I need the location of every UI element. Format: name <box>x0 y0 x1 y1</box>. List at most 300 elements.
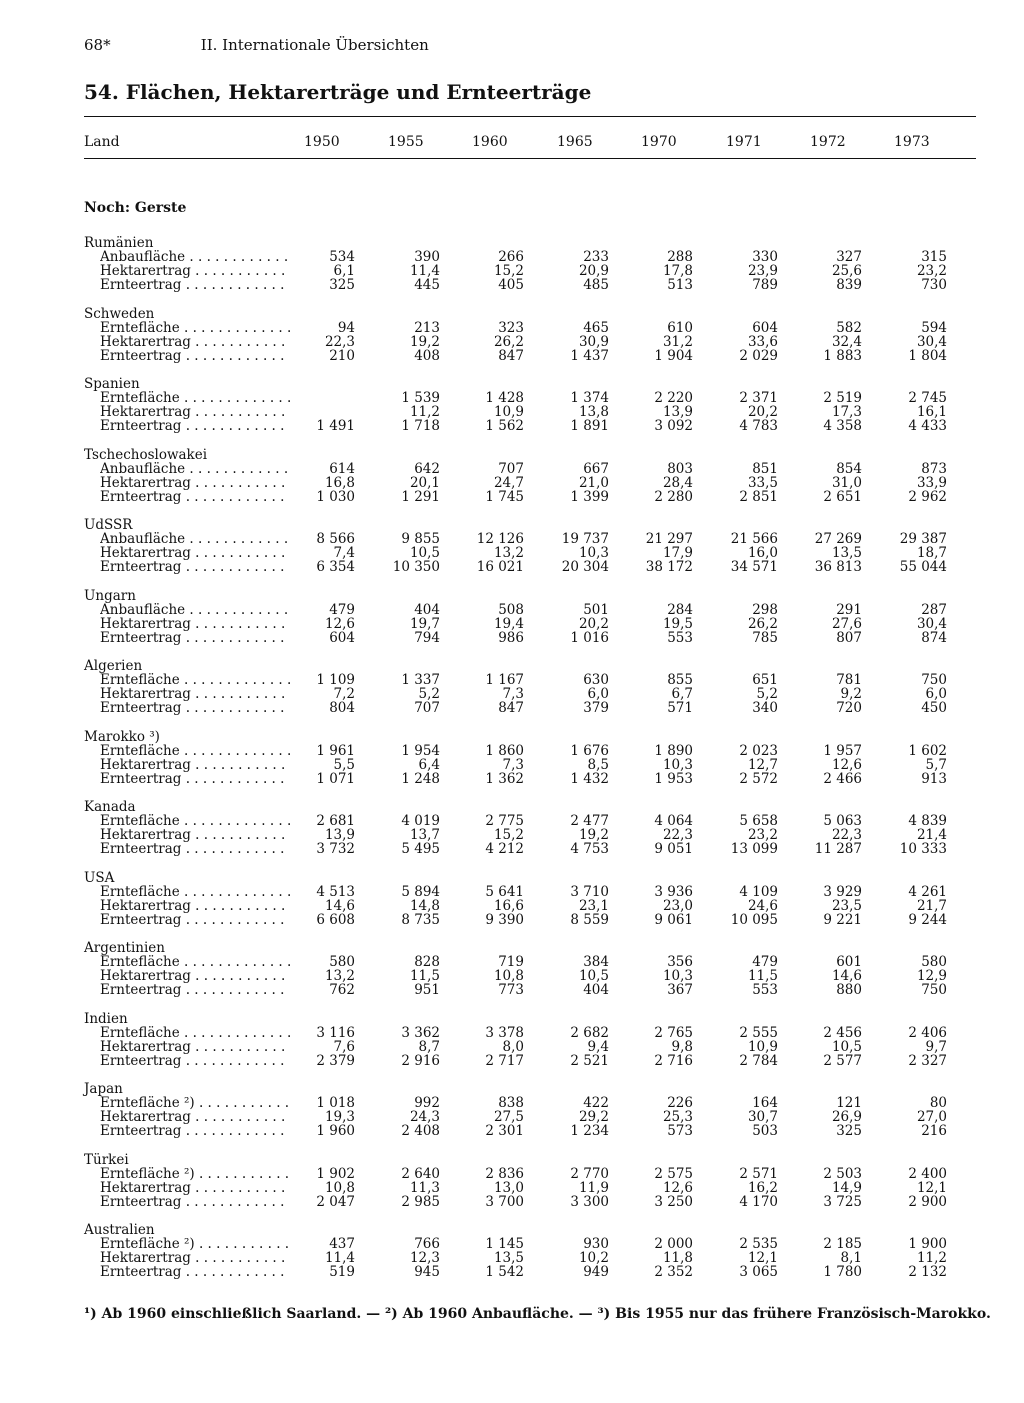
table-cell: 12,7 <box>747 756 778 773</box>
table-cell: 30,7 <box>747 1109 778 1126</box>
table-cell: 9 061 <box>654 911 693 928</box>
table-cell: 19,2 <box>578 827 609 844</box>
table-cell: 4 753 <box>570 841 609 858</box>
country-name: Spanien <box>84 376 140 392</box>
table-cell: 11,5 <box>747 968 778 985</box>
row-label: Hektarertrag . . . <box>100 969 290 983</box>
table-cell: 33,9 <box>916 474 947 491</box>
table-cell: 367 <box>667 982 693 999</box>
table-cell: 1 428 <box>485 390 524 406</box>
table-cell: 287 <box>921 601 947 618</box>
header-year: 1960 <box>472 134 508 150</box>
table-cell: 580 <box>329 954 355 970</box>
table-cell: 1 904 <box>654 347 693 364</box>
table-cell: 1 437 <box>570 347 609 364</box>
table-cell: 1 960 <box>316 1123 355 1140</box>
table-cell: 19 737 <box>561 531 609 547</box>
table-cell: 1 602 <box>908 742 947 759</box>
table-cell: 2 784 <box>739 1052 778 1069</box>
table-cell: 4 358 <box>823 418 862 435</box>
table-cell: 20,2 <box>747 404 778 421</box>
table-cell: 5,2 <box>756 686 778 703</box>
table-cell: 8,7 <box>418 1038 440 1055</box>
table-cell: 604 <box>752 319 778 336</box>
table-cell: 2 379 <box>316 1052 355 1069</box>
table-cell: 12,6 <box>662 1179 693 1196</box>
table-cell: 2 900 <box>908 1193 947 1210</box>
table-cell: 10,5 <box>831 1038 862 1055</box>
table-cell: 4 433 <box>908 418 947 435</box>
table-cell: 30,9 <box>578 333 609 350</box>
table-cell: 773 <box>498 982 524 999</box>
table-cell: 9 221 <box>823 911 862 928</box>
table-cell: 2 400 <box>908 1165 947 1182</box>
running-head-section: II. Internationale Übersichten <box>200 36 429 54</box>
country-group <box>0 589 1024 649</box>
row-label: Hektarertrag . . . <box>100 1040 290 1054</box>
table-cell: 3 116 <box>316 1024 355 1041</box>
table-cell: 7,3 <box>502 686 524 703</box>
table-cell: 1 109 <box>316 672 355 688</box>
table-cell: 951 <box>414 982 440 999</box>
country-name: UdSSR <box>84 517 133 533</box>
country-group <box>0 1012 1024 1072</box>
table-cell: 404 <box>583 982 609 999</box>
table-cell: 2 352 <box>654 1264 693 1281</box>
table-cell: 9,8 <box>671 1038 693 1055</box>
table-cell: 2 301 <box>485 1123 524 1140</box>
table-cell: 582 <box>836 319 862 336</box>
table-cell: 13,0 <box>493 1179 524 1196</box>
country-name: Argentinien <box>84 940 165 956</box>
row-label: Erntefläche ²) . . . <box>100 1237 290 1251</box>
row-label: Erntefläche . . . <box>100 744 290 758</box>
table-cell: 11 287 <box>814 841 862 858</box>
table-cell: 501 <box>583 601 609 618</box>
table-cell: 2 466 <box>823 770 862 787</box>
country-group <box>0 1223 1024 1283</box>
header-year: 1973 <box>894 134 930 150</box>
table-cell: 390 <box>414 249 440 265</box>
table-cell: 9,7 <box>925 1038 947 1055</box>
table-cell: 23,1 <box>578 897 609 914</box>
table-cell: 29,2 <box>578 1109 609 1126</box>
table-cell: 10,3 <box>662 756 693 773</box>
table-cell: 33,6 <box>747 333 778 350</box>
table-cell: 2 775 <box>485 813 524 829</box>
country-group <box>0 1153 1024 1213</box>
table-cell: 21,0 <box>578 474 609 491</box>
table-cell: 22,3 <box>662 827 693 844</box>
table-cell: 30,4 <box>916 615 947 632</box>
table-cell: 2 503 <box>823 1165 862 1182</box>
table-cell: 13,7 <box>409 827 440 844</box>
table-cell: 3 362 <box>401 1024 440 1041</box>
table-cell: 12,3 <box>409 1250 440 1267</box>
table-cell: 1 860 <box>485 742 524 759</box>
table-cell: 7,4 <box>333 545 355 562</box>
row-label: Ernteertrag . . . <box>100 278 290 292</box>
row-label: Ernteertrag . . . <box>100 772 290 786</box>
table-cell: 804 <box>329 700 355 717</box>
table-cell: 1 018 <box>316 1095 355 1111</box>
table-cell: 323 <box>498 319 524 336</box>
row-label: Hektarertrag . . . <box>100 476 290 490</box>
row-label: Erntefläche . . . <box>100 321 290 335</box>
table-cell: 3 092 <box>654 418 693 435</box>
table-cell: 19,2 <box>409 333 440 350</box>
country-group <box>0 307 1024 367</box>
table-cell: 3 250 <box>654 1193 693 1210</box>
table-cell: 3 300 <box>570 1193 609 1210</box>
table-cell: 327 <box>836 249 862 265</box>
table-cell: 2 717 <box>485 1052 524 1069</box>
table-cell: 1 883 <box>823 347 862 364</box>
table-cell: 8 735 <box>401 911 440 928</box>
table-cell: 10,9 <box>493 404 524 421</box>
table-cell: 2 408 <box>401 1123 440 1140</box>
row-label: Hektarertrag . . . <box>100 1110 290 1124</box>
table-cell: 30,4 <box>916 333 947 350</box>
table-cell: 13,5 <box>831 545 862 562</box>
table-cell: 11,2 <box>916 1250 947 1267</box>
table-cell: 13 099 <box>730 841 778 858</box>
table-cell: 2 572 <box>739 770 778 787</box>
table-cell: 508 <box>498 601 524 618</box>
table-cell: 12,9 <box>916 968 947 985</box>
table-cell: 12 126 <box>476 531 524 547</box>
table-cell: 1 542 <box>485 1264 524 1281</box>
table-cell: 2 681 <box>316 813 355 829</box>
table-cell: 29 387 <box>899 531 947 547</box>
table-cell: 5,7 <box>925 756 947 773</box>
table-cell: 789 <box>752 277 778 294</box>
row-label: Anbaufläche . . . <box>100 462 290 476</box>
country-name: Kanada <box>84 799 136 815</box>
table-cell: 25,3 <box>662 1109 693 1126</box>
row-label: Ernteertrag . . . <box>100 913 290 927</box>
table-cell: 356 <box>667 954 693 970</box>
table-cell: 1 291 <box>401 488 440 505</box>
table-cell: 642 <box>414 460 440 477</box>
table-cell: 873 <box>921 460 947 477</box>
table-cell: 7,3 <box>502 756 524 773</box>
table-cell: 216 <box>921 1123 947 1140</box>
table-cell: 10,5 <box>578 968 609 985</box>
table-cell: 750 <box>921 672 947 688</box>
table-cell: 707 <box>498 460 524 477</box>
row-label: Anbaufläche . . . <box>100 532 290 546</box>
row-label: Ernteertrag . . . <box>100 1124 290 1138</box>
table-cell: 1 399 <box>570 488 609 505</box>
row-label: Ernteertrag . . . <box>100 983 290 997</box>
table-cell: 384 <box>583 954 609 970</box>
table-cell: 5,2 <box>418 686 440 703</box>
table-cell: 213 <box>414 319 440 336</box>
table-cell: 485 <box>583 277 609 294</box>
table-cell: 28,4 <box>662 474 693 491</box>
table-cell: 2 519 <box>823 390 862 406</box>
table-cell: 16 021 <box>476 559 524 576</box>
row-label: Erntefläche . . . <box>100 885 290 899</box>
row-label: Erntefläche . . . <box>100 391 290 405</box>
table-cell: 1 562 <box>485 418 524 435</box>
table-cell: 2 371 <box>739 390 778 406</box>
table-cell: 2 327 <box>908 1052 947 1069</box>
table-cell: 226 <box>667 1095 693 1111</box>
table-cell: 16,8 <box>324 474 355 491</box>
row-label: Hektarertrag . . . <box>100 828 290 842</box>
row-label: Hektarertrag . . . <box>100 335 290 349</box>
row-label: Ernteertrag . . . <box>100 1195 290 1209</box>
table-cell: 4 109 <box>739 883 778 900</box>
country-name: Algerien <box>84 658 143 674</box>
table-cell: 10 333 <box>899 841 947 858</box>
table-cell: 80 <box>929 1095 947 1111</box>
table-cell: 2 185 <box>823 1236 862 1252</box>
country-name: Türkei <box>84 1151 129 1168</box>
table-cell: 20 304 <box>561 559 609 576</box>
table-cell: 807 <box>836 629 862 646</box>
table-cell: 5 658 <box>739 813 778 829</box>
table-cell: 20,1 <box>409 474 440 491</box>
row-label: Erntefläche . . . <box>100 814 290 828</box>
table-cell: 519 <box>329 1264 355 1281</box>
table-cell: 17,9 <box>662 545 693 562</box>
table-cell: 5 063 <box>823 813 862 829</box>
table-cell: 11,4 <box>409 263 440 280</box>
table-cell: 22,3 <box>831 827 862 844</box>
table-cell: 12,6 <box>831 756 862 773</box>
table-cell: 847 <box>498 347 524 364</box>
row-label: Ernteertrag . . . <box>100 631 290 645</box>
table-cell: 10,8 <box>493 968 524 985</box>
table-cell: 19,3 <box>324 1109 355 1126</box>
table-cell: 25,6 <box>831 263 862 280</box>
table-cell: 298 <box>752 601 778 618</box>
table-cell: 2 521 <box>570 1052 609 1069</box>
table-cell: 8 559 <box>570 911 609 928</box>
country-group <box>0 941 1024 1001</box>
table-cell: 855 <box>667 672 693 688</box>
table-cell: 4 783 <box>739 418 778 435</box>
header-year: 1965 <box>557 134 593 150</box>
table-cell: 7,2 <box>333 686 355 703</box>
table-cell: 4 064 <box>654 813 693 829</box>
table-cell: 1 337 <box>401 672 440 688</box>
table-cell: 479 <box>329 601 355 618</box>
table-cell: 9,2 <box>840 686 862 703</box>
table-cell: 23,5 <box>831 897 862 914</box>
header-year: 1972 <box>810 134 846 150</box>
table-cell: 2 916 <box>401 1052 440 1069</box>
header-country-label: Land <box>84 134 120 150</box>
table-cell: 1 902 <box>316 1165 355 1182</box>
table-cell: 553 <box>667 629 693 646</box>
table-cell: 437 <box>329 1236 355 1252</box>
table-cell: 6,0 <box>587 686 609 703</box>
table-cell: 6,7 <box>671 686 693 703</box>
table-cell: 17,8 <box>662 263 693 280</box>
table-cell: 55 044 <box>899 559 947 576</box>
table-cell: 2 023 <box>739 742 778 759</box>
table-cell: 21 566 <box>730 531 778 547</box>
table-cell: 2 535 <box>739 1236 778 1252</box>
table-cell: 19,7 <box>409 615 440 632</box>
country-group <box>0 1082 1024 1142</box>
table-cell: 3 710 <box>570 883 609 900</box>
table-cell: 781 <box>836 672 862 688</box>
table-cell: 2 577 <box>823 1052 862 1069</box>
table-cell: 594 <box>921 319 947 336</box>
table-cell: 13,2 <box>493 545 524 562</box>
country-name: USA <box>84 869 115 886</box>
table-cell: 803 <box>667 460 693 477</box>
table-cell: 32,4 <box>831 333 862 350</box>
table-cell: 8,1 <box>840 1250 862 1267</box>
table-cell: 707 <box>414 700 440 717</box>
table-cell: 10,3 <box>578 545 609 562</box>
table-cell: 1 676 <box>570 742 609 759</box>
table-cell: 3 936 <box>654 883 693 900</box>
table-cell: 5 894 <box>401 883 440 900</box>
table-cell: 479 <box>752 954 778 970</box>
table-cell: 986 <box>498 629 524 646</box>
table-cell: 5 641 <box>485 883 524 900</box>
table-cell: 4 019 <box>401 813 440 829</box>
table-cell: 7,6 <box>333 1038 355 1055</box>
table-cell: 1 957 <box>823 742 862 759</box>
table-cell: 6,1 <box>333 263 355 280</box>
row-label: Hektarertrag . . . <box>100 264 290 278</box>
table-cell: 828 <box>414 954 440 970</box>
table-cell: 1 961 <box>316 742 355 759</box>
table-cell: 27,5 <box>493 1109 524 1126</box>
table-cell: 16,1 <box>916 404 947 421</box>
table-cell: 1 539 <box>401 390 440 406</box>
table-cell: 2 406 <box>908 1024 947 1041</box>
table-cell: 503 <box>752 1123 778 1140</box>
country-name: Schweden <box>84 305 155 322</box>
row-label: Erntefläche . . . <box>100 673 290 687</box>
table-cell: 1 374 <box>570 390 609 406</box>
table-cell: 19,4 <box>493 615 524 632</box>
table-cell: 405 <box>498 277 524 294</box>
table-cell: 2 716 <box>654 1052 693 1069</box>
table-cell: 15,2 <box>493 827 524 844</box>
table-cell: 33,5 <box>747 474 778 491</box>
table-cell: 1 954 <box>401 742 440 759</box>
table-cell: 2 280 <box>654 488 693 505</box>
table-cell: 5,5 <box>333 756 355 773</box>
table-cell: 1 780 <box>823 1264 862 1281</box>
table-cell: 315 <box>921 249 947 265</box>
table-cell: 880 <box>836 982 862 999</box>
table-cell: 651 <box>752 672 778 688</box>
row-label: Ernteertrag . . . <box>100 490 290 504</box>
row-label: Hektarertrag . . . <box>100 546 290 560</box>
table-cell: 2 220 <box>654 390 693 406</box>
table-cell: 2 851 <box>739 488 778 505</box>
table-cell: 21 297 <box>645 531 693 547</box>
country-group <box>0 518 1024 578</box>
table-cell: 36 813 <box>814 559 862 576</box>
table-cell: 794 <box>414 629 440 646</box>
table-cell: 23,2 <box>916 263 947 280</box>
table-cell: 874 <box>921 629 947 646</box>
table-cell: 9,4 <box>587 1038 609 1055</box>
table-cell: 4 513 <box>316 883 355 900</box>
table-cell: 1 953 <box>654 770 693 787</box>
footnote: ¹) Ab 1960 einschließlich Saarland. — ²) Ab 1960 Anbaufläche. — ³) Bis 1955 nur das frühere Französisch-Marokko. <box>84 1306 991 1322</box>
table-cell: 210 <box>329 347 355 364</box>
table-cell: 21,7 <box>916 897 947 914</box>
table-cell: 445 <box>414 277 440 294</box>
table-cell: 6,0 <box>925 686 947 703</box>
country-group <box>0 236 1024 296</box>
table-cell: 11,5 <box>409 968 440 985</box>
row-label: Ernteertrag . . . <box>100 419 290 433</box>
table-cell: 20,2 <box>578 615 609 632</box>
row-label: Hektarertrag . . . <box>100 899 290 913</box>
table-cell: 340 <box>752 700 778 717</box>
table-cell: 3 725 <box>823 1193 862 1210</box>
table-cell: 15,2 <box>493 263 524 280</box>
table-cell: 730 <box>921 277 947 294</box>
table-cell: 4 170 <box>739 1193 778 1210</box>
country-name: Ungarn <box>84 587 136 604</box>
table-cell: 949 <box>583 1264 609 1281</box>
table-cell: 10 350 <box>392 559 440 576</box>
row-label: Hektarertrag . . . <box>100 617 290 631</box>
row-label: Ernteertrag . . . <box>100 701 290 715</box>
row-label: Hektarertrag . . . <box>100 758 290 772</box>
table-cell: 1 891 <box>570 418 609 435</box>
row-label: Hektarertrag . . . <box>100 1251 290 1265</box>
table-cell: 720 <box>836 700 862 717</box>
table-cell: 3 378 <box>485 1024 524 1041</box>
country-name: Indien <box>84 1010 128 1027</box>
row-label: Anbaufläche . . . <box>100 603 290 617</box>
table-cell: 31,0 <box>831 474 862 491</box>
row-label: Ernteertrag . . . <box>100 1054 290 1068</box>
country-name: Marokko ³) <box>84 728 160 745</box>
table-cell: 284 <box>667 601 693 618</box>
table-cell: 21,4 <box>916 827 947 844</box>
table-cell: 10,2 <box>578 1250 609 1267</box>
table-cell: 13,9 <box>324 827 355 844</box>
table-cell: 2 477 <box>570 813 609 829</box>
table-cell: 379 <box>583 700 609 717</box>
table-cell: 534 <box>329 249 355 265</box>
table-cell: 330 <box>752 249 778 265</box>
table-cell: 1 071 <box>316 770 355 787</box>
table-cell: 601 <box>836 954 862 970</box>
table-cell: 2 456 <box>823 1024 862 1041</box>
country-group <box>0 800 1024 860</box>
table-cell: 854 <box>836 460 862 477</box>
table-cell: 14,6 <box>324 897 355 914</box>
table-cell: 766 <box>414 1236 440 1252</box>
table-cell: 404 <box>414 601 440 618</box>
table-cell: 839 <box>836 277 862 294</box>
table-cell: 4 212 <box>485 841 524 858</box>
table-cell: 930 <box>583 1236 609 1252</box>
table-cell: 12,1 <box>747 1250 778 1267</box>
row-label: Erntefläche . . . <box>100 955 290 969</box>
table-cell: 24,7 <box>493 474 524 491</box>
table-cell: 325 <box>836 1123 862 1140</box>
